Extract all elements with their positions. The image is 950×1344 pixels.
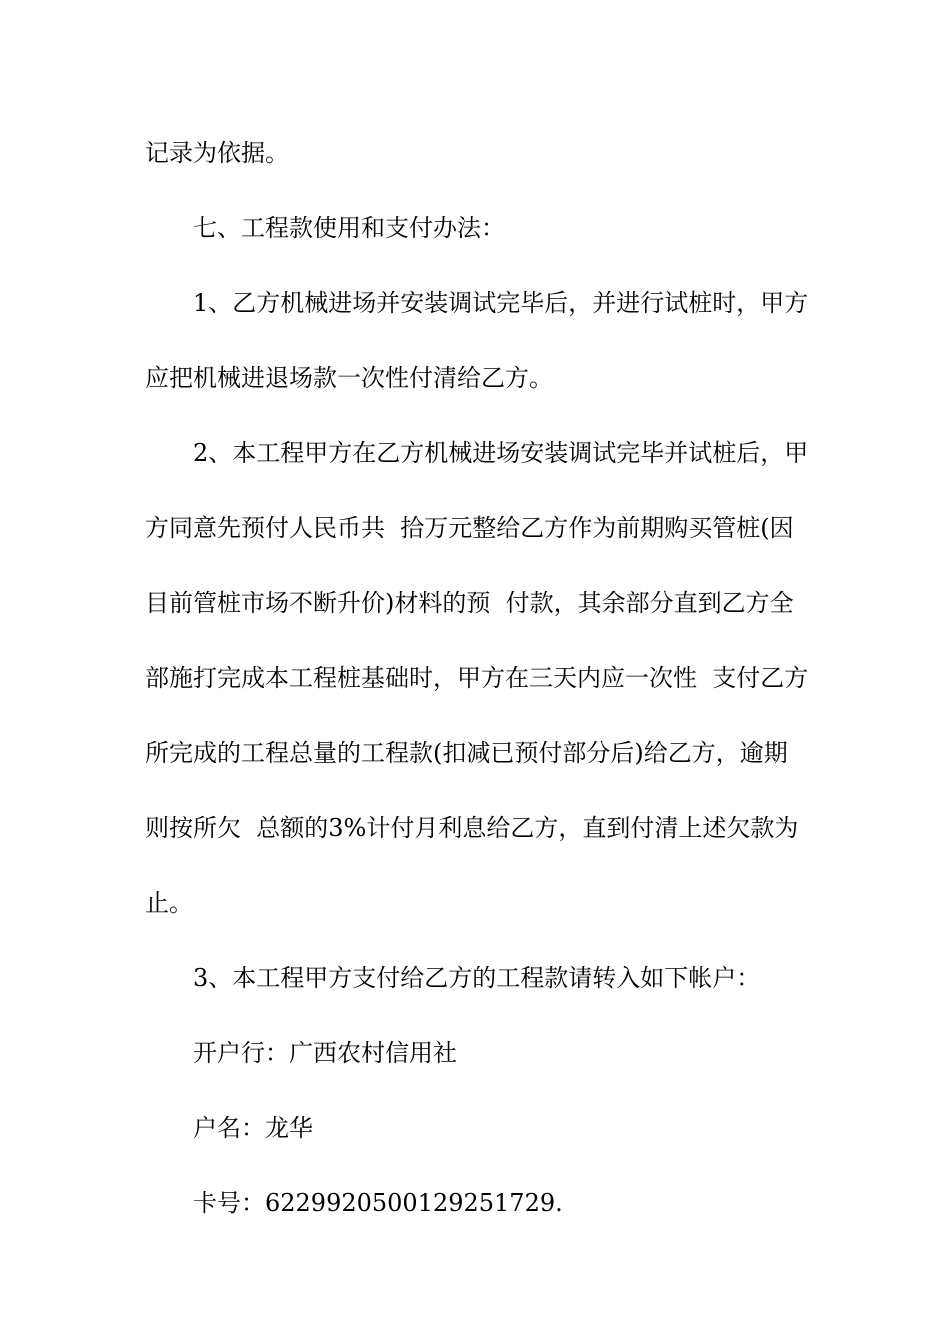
paragraph-line: 1、乙方机械进场并安装调试完毕后，并进行试桩时，甲方: [193, 289, 809, 317]
card-number-line: 卡号：6229920500129251729.: [193, 1189, 563, 1217]
section-heading: 七、工程款使用和支付办法：: [193, 214, 505, 242]
paragraph-line: 目前管桩市场不断升价)材料的预 付款，其余部分直到乙方全: [145, 589, 794, 617]
paragraph-line: 部施打完成本工程桩基础时，甲方在三天内应一次性 支付乙方: [145, 664, 809, 692]
account-name-line: 户名：龙华: [193, 1114, 313, 1142]
paragraph-line: 所完成的工程总量的工程款(扣减已预付部分后)给乙方，逾期: [145, 739, 788, 767]
paragraph-line: 止。: [145, 889, 193, 917]
bank-name-line: 开户行：广西农村信用社: [193, 1039, 457, 1067]
paragraph-line: 则按所欠 总额的3%计付月利息给乙方，直到付清上述欠款为: [145, 814, 799, 842]
paragraph-line: 应把机械进退场款一次性付清给乙方。: [145, 364, 553, 392]
paragraph-line: 2、本工程甲方在乙方机械进场安装调试完毕并试桩后，甲: [193, 439, 809, 467]
paragraph-line: 记录为依据。: [145, 139, 289, 167]
paragraph-line: 方同意先预付人民币共 拾万元整给乙方作为前期购买管桩(因: [145, 514, 794, 542]
paragraph-line: 3、本工程甲方支付给乙方的工程款请转入如下帐户：: [193, 964, 761, 992]
